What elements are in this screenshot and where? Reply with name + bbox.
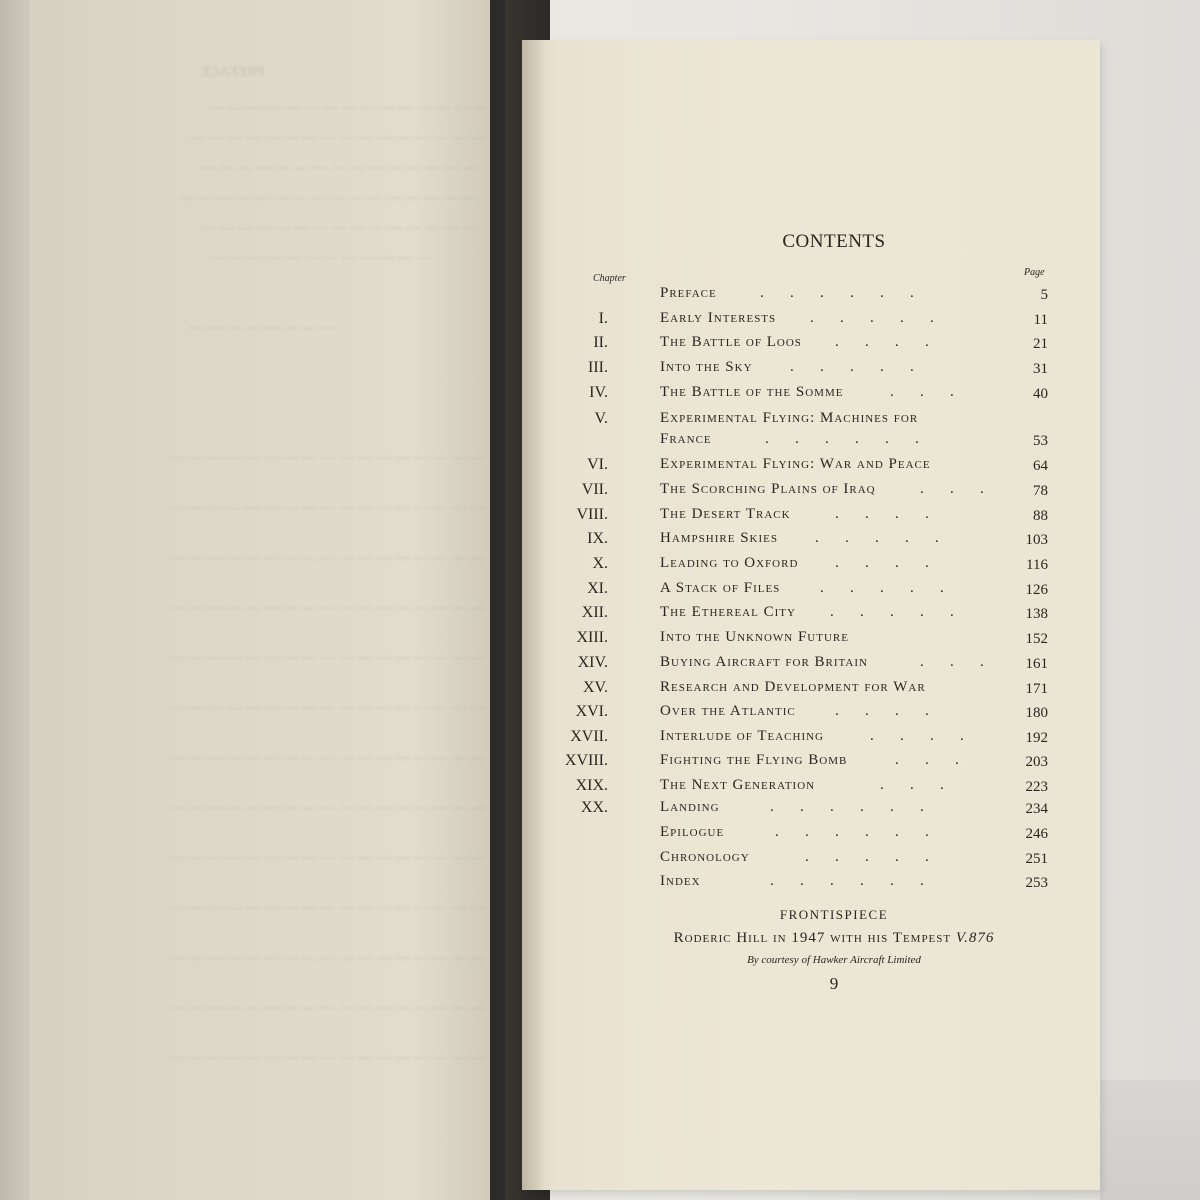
show-through-text: — — — — — — — — (190, 320, 337, 336)
page-ref: 246 (1025, 826, 1048, 842)
show-through-text: — — — — — — — — — — — — — — — — — (170, 550, 485, 566)
chapter-number: XV. (582, 679, 608, 696)
page-ref: 116 (1026, 557, 1048, 573)
dot-leader: . . . . (835, 334, 929, 350)
toc-entry (560, 555, 1060, 579)
dot-leader: . . . (895, 752, 959, 768)
chapter-title: Over the Atlantic (660, 703, 796, 719)
toc-entry (560, 580, 1060, 604)
chapter-title: Early Interests (660, 310, 777, 326)
chapter-number: IV. (589, 384, 608, 401)
page-ref: 251 (1025, 851, 1048, 867)
toc-entry (560, 506, 1060, 530)
chapter-number: III. (588, 359, 608, 376)
chapter-title: Interlude of Teaching (660, 728, 824, 744)
toc-entry (560, 799, 1060, 823)
chapter-title: The Next Generation (660, 777, 816, 793)
chapter-title: Index (660, 873, 701, 889)
show-through-text: — — — — — — — — — — — — — — — — — (170, 450, 485, 466)
show-through-text: — — — — — — — — — — — — — — — — — (170, 750, 485, 766)
caption-aircraft-serial: V.876 (955, 930, 995, 946)
show-through-text: — — — — — — — — — — — — — — — — (190, 130, 487, 146)
chapter-title: Leading to Oxford (660, 555, 799, 571)
chapter-number: XI. (587, 580, 608, 597)
chapter-number: VII. (581, 481, 608, 498)
chapter-title: Hampshire Skies (660, 530, 778, 546)
toc-entry (560, 654, 1060, 678)
page-ref: 223 (1025, 779, 1048, 795)
chapter-title: The Desert Track (660, 506, 791, 522)
toc-entry (560, 604, 1060, 628)
page-ref: 21 (1033, 336, 1048, 352)
page-ref: 234 (1025, 801, 1048, 817)
chapter-number: XIX. (575, 777, 608, 794)
page-ref: 5 (1040, 287, 1048, 303)
toc-entry (560, 703, 1060, 727)
toc-entry (560, 410, 1060, 449)
show-through-text: — — — — — — — — — — — — — — — — — (170, 600, 485, 616)
page-ref: 253 (1025, 875, 1048, 891)
toc-entry (560, 456, 1060, 480)
page-ref: 11 (1033, 312, 1048, 328)
toc-entry (560, 679, 1060, 703)
toc-entry (560, 849, 1060, 873)
toc-entry (560, 629, 1060, 653)
page-ref: 103 (1025, 532, 1048, 548)
toc-entry (560, 824, 1060, 848)
toc-entry (560, 384, 1060, 408)
dot-leader: . . . . (835, 555, 929, 571)
page-ref: 161 (1025, 656, 1048, 672)
dot-leader: . . . . . . (765, 431, 919, 447)
dot-leader: . . . . . . (770, 873, 924, 889)
chapter-title: A Stack of Files (660, 580, 781, 596)
chapter-number: XVII. (570, 728, 608, 745)
chapter-column-header: Chapter (593, 273, 626, 284)
chapter-title: The Battle of the Somme (660, 384, 844, 400)
chapter-number: IX. (587, 530, 608, 547)
page-ref: 138 (1025, 606, 1048, 622)
dot-leader: . . . . . (815, 530, 939, 546)
caption-text: Roderic Hill in 1947 with his Tempest (673, 930, 952, 946)
chapter-number: XIII. (576, 629, 608, 646)
chapter-number: XIV. (577, 654, 608, 671)
dot-leader: . . . . (835, 703, 929, 719)
chapter-title: Experimental Flying: Machines for (660, 410, 919, 426)
toc-entry (560, 310, 1060, 334)
chapter-number: XVI. (575, 703, 608, 720)
show-through-text: — — — — — — — — — — — — — — — — — (170, 500, 485, 516)
show-through-text: — — — — — — — — — — — — — — — — (180, 190, 477, 206)
toc-entry (560, 530, 1060, 554)
page-ref: 64 (1033, 458, 1048, 474)
chapter-title: The Scorching Plains of Iraq (660, 481, 876, 497)
show-through-text: — — — — — — — — — — — — — — — (200, 220, 478, 236)
chapter-number: X. (592, 555, 608, 572)
dot-leader: . . . (890, 384, 954, 400)
chapter-title: Preface (660, 285, 717, 301)
show-through-text: — — — — — — — — — — — — — — — — — (170, 950, 485, 966)
dot-leader: . . . . . (805, 849, 929, 865)
show-through-text: — — — — — — — — — — — — — — — (200, 160, 478, 176)
dot-leader: . . . . . (810, 310, 934, 326)
chapter-number: II. (593, 334, 608, 351)
page-ref: 152 (1025, 631, 1048, 647)
chapter-title: The Ethereal City (660, 604, 796, 620)
chapter-title: Research and Development for War (660, 679, 926, 695)
frontispiece-caption (534, 930, 1134, 947)
page-ref: 40 (1033, 386, 1048, 402)
chapter-title: Epilogue (660, 824, 725, 840)
dot-leader: . . . . . . (770, 799, 924, 815)
frontispiece-heading: FRONTISPIECE (779, 907, 889, 922)
chapter-number: VI. (587, 456, 608, 473)
show-through-text: — — — — — — — — — — — — — — — — — (170, 800, 485, 816)
show-through-text: — — — — — — — — — — — — — — — (210, 100, 488, 116)
chapter-number: I. (598, 310, 608, 327)
page-number: 9 (829, 974, 839, 993)
chapter-number: XII. (581, 604, 608, 621)
dot-leader: . . . (920, 481, 984, 497)
book-gutter-shadow (505, 0, 545, 1200)
chapter-number: XX. (580, 799, 608, 816)
chapter-number: XVIII. (564, 752, 608, 769)
toc-entry (560, 481, 1060, 505)
chapter-number: VIII. (576, 506, 608, 523)
toc-entry (560, 728, 1060, 752)
chapter-title: Buying Aircraft for Britain (660, 654, 868, 670)
page-edge (0, 0, 30, 1200)
dot-leader: . . . . . (830, 604, 954, 620)
page-ref: 203 (1025, 754, 1048, 770)
toc-entry (560, 752, 1060, 776)
show-through-text: — — — — — — — — — — — — — — — — — (170, 850, 485, 866)
dot-leader: . . . . . . (760, 285, 914, 301)
dot-leader: . . . . (870, 728, 964, 744)
chapter-title: Into the Unknown Future (660, 629, 849, 645)
page-ref: 53 (1033, 433, 1048, 449)
chapter-number: V. (594, 410, 608, 427)
chapter-title: Landing (660, 799, 720, 815)
toc-entry (560, 334, 1060, 358)
show-through-text: — — — — — — — — — — — — — — — — — (170, 650, 485, 666)
toc-entry (560, 873, 1060, 897)
show-through-text: PREFACE (200, 64, 265, 80)
toc-entry (560, 359, 1060, 383)
toc-entry (560, 285, 1060, 309)
chapter-title: Fighting the Flying Bomb (660, 752, 848, 768)
chapter-title: Into the Sky (660, 359, 753, 375)
dot-leader: . . . . (835, 506, 929, 522)
page-ref: 78 (1033, 483, 1048, 499)
page-ref: 192 (1025, 730, 1048, 746)
contents-heading: CONTENTS (782, 231, 886, 252)
chapter-title-continued: France (660, 431, 712, 447)
show-through-text: — — — — — — — — — — — — — — — — — (170, 700, 485, 716)
chapter-title: Experimental Flying: War and Peace (660, 456, 931, 472)
page-ref: 88 (1033, 508, 1048, 524)
show-through-text: — — — — — — — — — — — — — — — — — (170, 1050, 485, 1066)
dot-leader: . . . . . (820, 580, 944, 596)
background-shelf (1100, 1080, 1200, 1200)
show-through-text: — — — — — — — — — — — — — — — — — (170, 1000, 485, 1016)
page-ref: 31 (1033, 361, 1048, 377)
show-through-text: — — — — — — — — — — — — (210, 250, 432, 266)
page-ref: 171 (1025, 681, 1048, 697)
page-column-header: Page (1024, 267, 1045, 278)
chapter-title: Chronology (660, 849, 750, 865)
dot-leader: . . . . . . (775, 824, 929, 840)
dot-leader: . . . (920, 654, 984, 670)
dot-leader: . . . (880, 777, 944, 793)
frontispiece-credit: By courtesy of Hawker Aircraft Limited (747, 954, 921, 966)
chapter-title: The Battle of Loos (660, 334, 802, 350)
show-through-text: — — — — — — — — — — — — — — — — — (170, 900, 485, 916)
page-ref: 126 (1025, 582, 1048, 598)
dot-leader: . . . . . (790, 359, 914, 375)
left-page-facing (0, 0, 520, 1200)
toc-entry (560, 777, 1060, 801)
page-ref: 180 (1025, 705, 1048, 721)
